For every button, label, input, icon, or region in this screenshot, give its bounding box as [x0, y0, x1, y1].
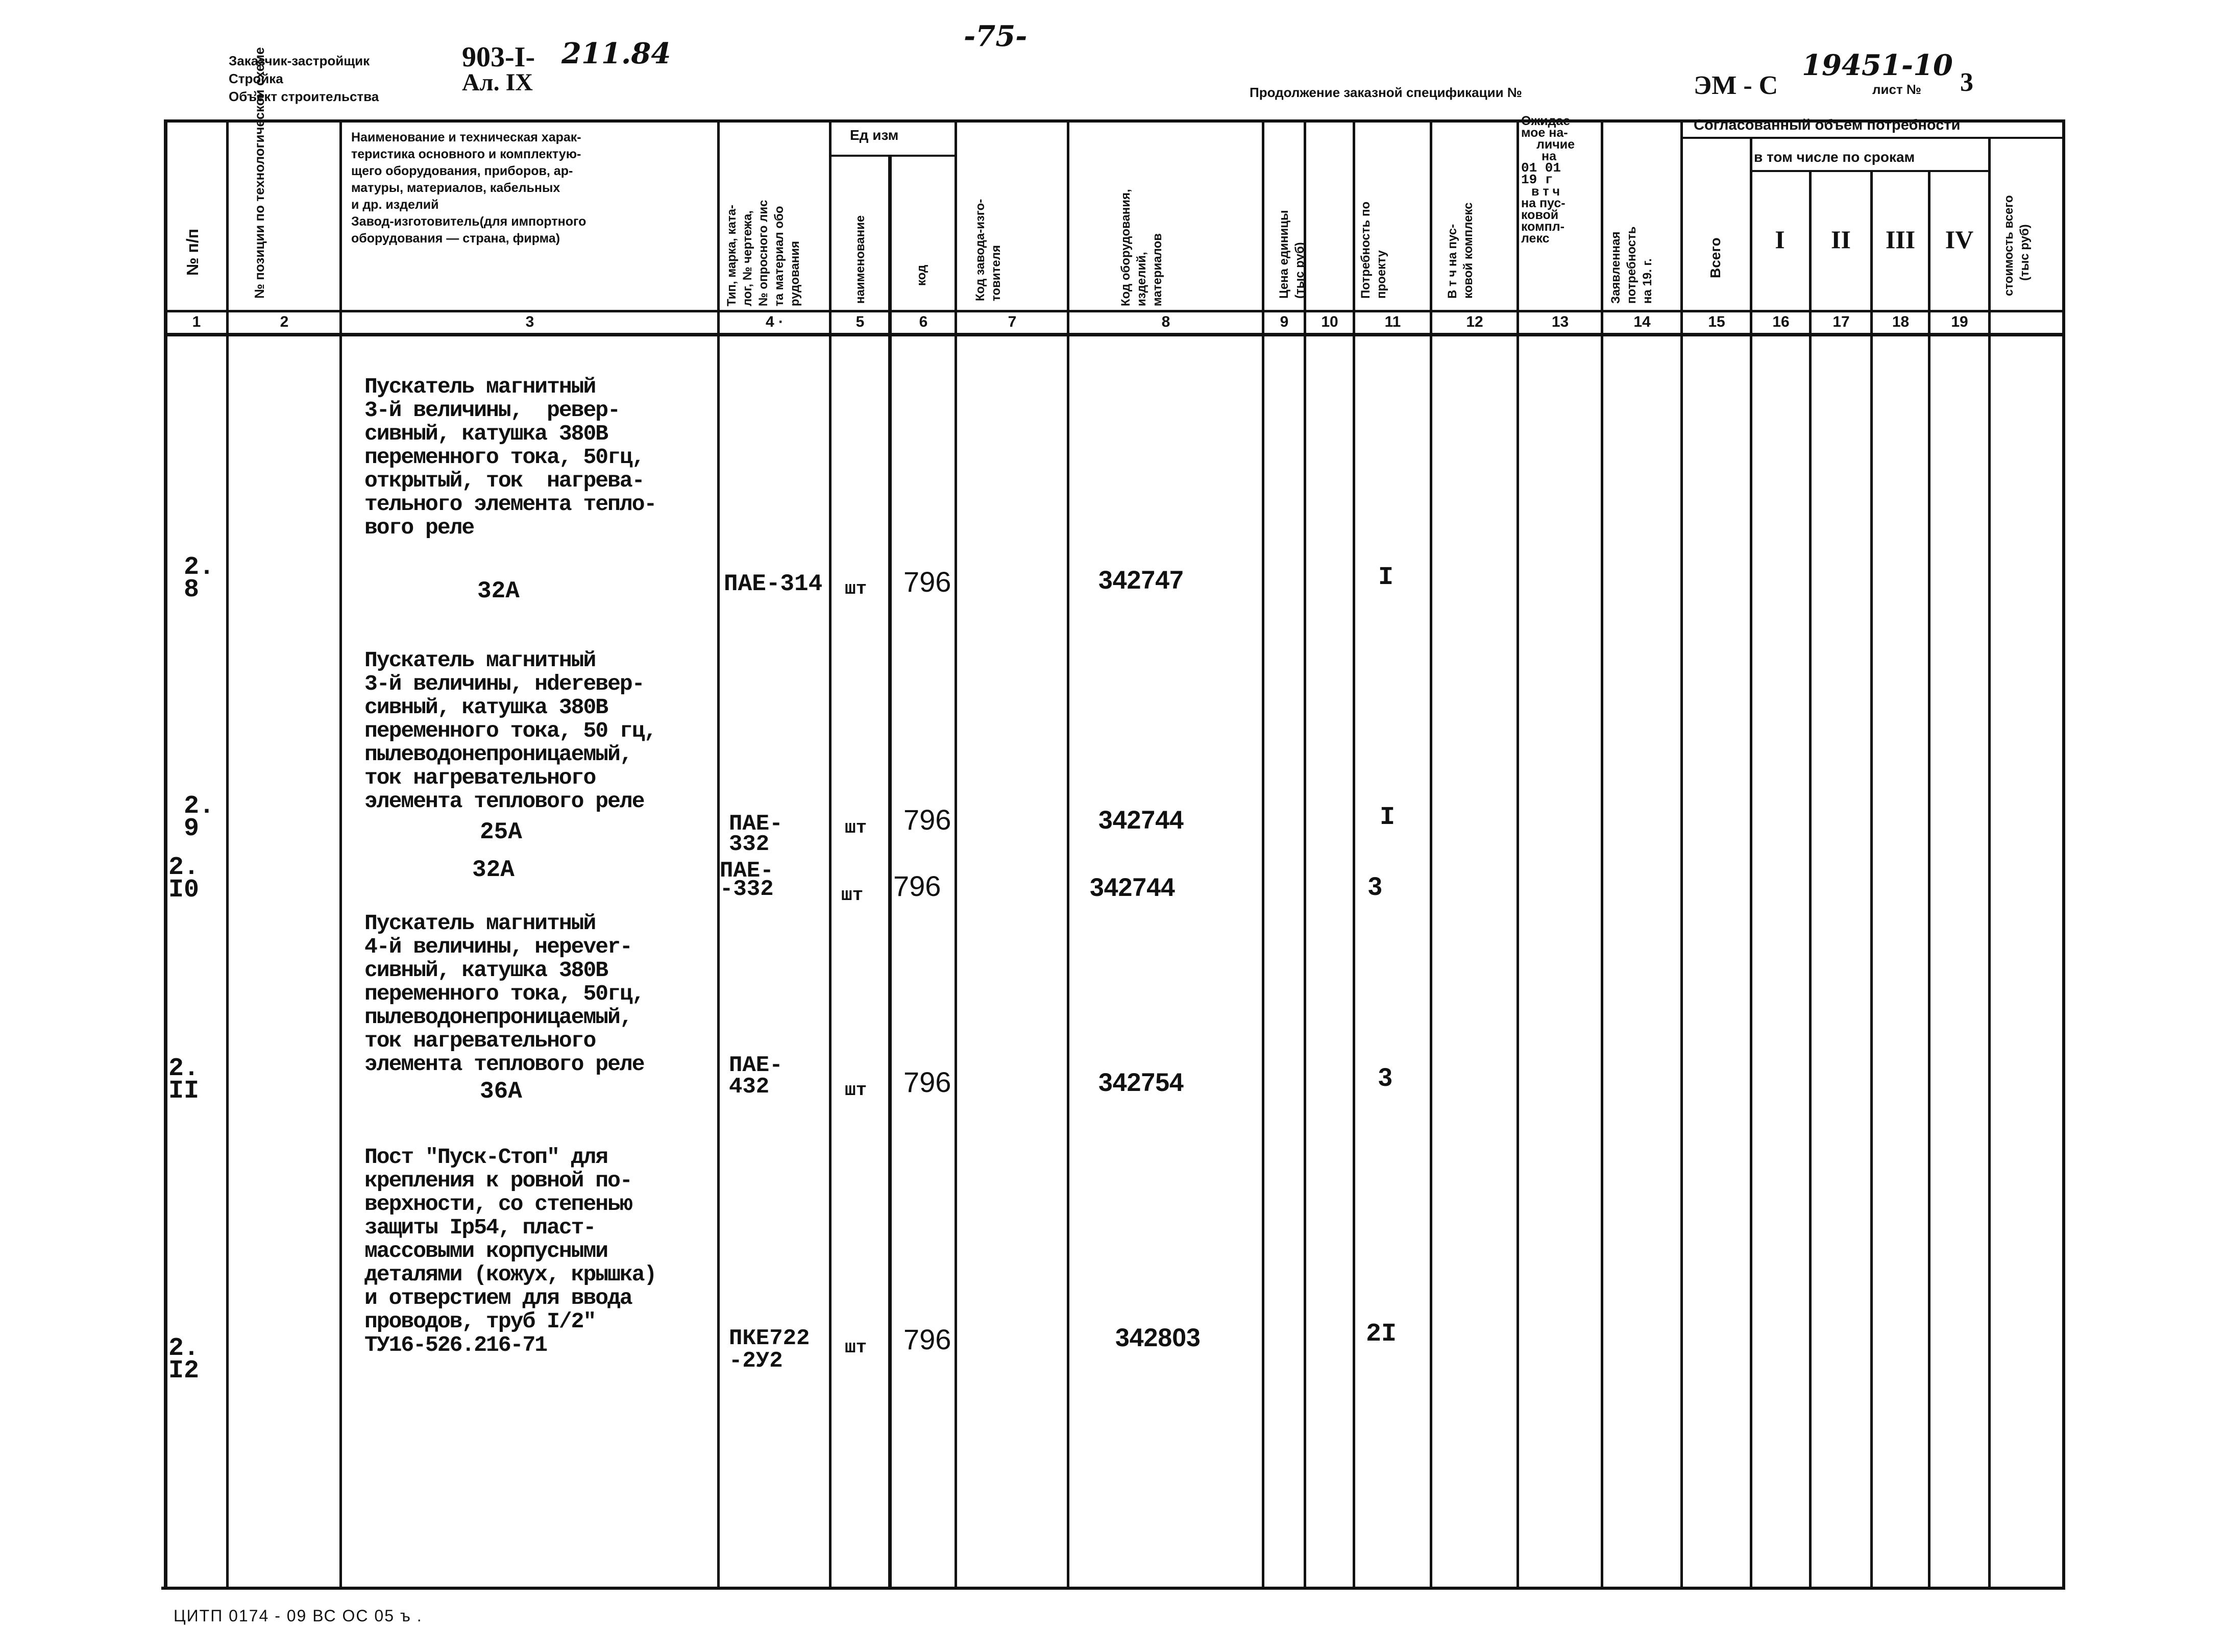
col-border-10 [1353, 119, 1355, 1589]
col-number: 9 [1280, 313, 1289, 330]
col-header-6: код [915, 264, 928, 286]
row-current: 32А [477, 578, 520, 604]
row-number: 2. 9 [184, 792, 215, 843]
footer-stamp: ЦИТП 0174 - 09 ВС ОС 05 ъ . [174, 1607, 423, 1625]
sheet-label: лист № [1872, 82, 1921, 97]
row-description: Пускатель магнитный 4-й величины, нерever- сивный, катушка 380В переменного тока, 50гц, пылеводонепроницаемый, ток нагревательного элемента теплового реле [364, 911, 644, 1077]
col-number: 8 [1161, 313, 1170, 330]
col-number: 16 [1772, 313, 1790, 330]
col-border-15 [1750, 137, 1752, 1589]
col-header-10: Потребность по проекту [1359, 201, 1388, 299]
col-border-13 [1601, 119, 1603, 1589]
row-equip-code: 342754 [1098, 1068, 1184, 1097]
col-border-6 [955, 119, 957, 1589]
row-unit: шт [841, 885, 864, 906]
column-numbers-bottom-line [166, 333, 2065, 336]
col-header-15: I [1775, 225, 1785, 254]
row-description: Пускатель магнитный 3-й величины, нderевер- сивный, катушка 380В переменного тока, 50 гц, пылеводонепроницаемый, ток нагревательного элемента теплового реле [364, 648, 656, 814]
row-current: 25А [480, 819, 522, 845]
col-border-7 [1067, 119, 1069, 1589]
row-demand: 3 [1378, 1063, 1392, 1091]
col-number: 14 [1633, 313, 1651, 330]
spec-code: ЭМ - С [1694, 71, 1778, 100]
spec-number-handwritten: 19451-10 [1802, 48, 1953, 82]
col-number: 7 [1008, 313, 1017, 330]
row-number: 2. I0 [168, 853, 200, 905]
col-header-13: Заявленная потребность на 19. г. [1609, 226, 1654, 304]
row-number: 2. I2 [168, 1334, 200, 1386]
row-unit: шт [845, 817, 867, 838]
col-header-16: II [1831, 225, 1851, 254]
col-header-11: В т ч на пус- ковой комплекс [1446, 202, 1475, 299]
row-current: 36А [480, 1078, 522, 1105]
col-header-1: № п/п [183, 228, 202, 276]
col-header-18: IV [1945, 225, 1974, 254]
agreed-group-underline [1682, 137, 2065, 139]
col-number [1991, 312, 2063, 332]
col-header-3 [351, 129, 724, 247]
col-header-3-line: и др. изделий [351, 198, 439, 212]
col-border-5 [888, 155, 892, 1589]
agreed-group-header: Согласованный объем потребности [1694, 117, 1961, 133]
col-number: 12 [1466, 313, 1483, 330]
row-description: Пост "Пуск-Стоп" для крепления к ровной по- верхности, со степенью защиты Iр54, пласт- массовыми корпусными деталями (кожух, крышка) и отверстием для ввода проводов, труб I/2" ТУ16-526.216-71 [364, 1145, 656, 1357]
col-border-0 [164, 119, 167, 1589]
row-demand: 2I [1366, 1320, 1397, 1349]
sheet-number: 3 [1960, 68, 1973, 97]
col-number: 6 [919, 313, 928, 330]
col-header-3-line: оборудования — страна, фирма) [351, 231, 560, 246]
row-description: Пускатель магнитный 3-й величины, ревер- сивный, катушка 380В переменного тока, 50гц, открытый, ток нагрева- тельного элемента тепло- вого реле [364, 374, 656, 540]
row-unit-code: 796 [903, 1323, 951, 1355]
col-border-9 [1304, 119, 1306, 1589]
col-header-19: стоимость всего (тыс руб) [2002, 195, 2032, 296]
col-border-17 [1870, 170, 1873, 1589]
row-number: 2. II [168, 1054, 200, 1106]
row-type: ПАЕ- 432 [729, 1053, 783, 1100]
continuation-label: Продолжение заказной спецификации № [1250, 85, 1522, 100]
col-number: 13 [1551, 313, 1569, 330]
col-number: 11 [1384, 313, 1401, 330]
col-header-5: наименование [853, 215, 867, 304]
project-code-handwritten: 211.84 [561, 37, 671, 70]
col-border-8 [1262, 119, 1264, 1589]
col-border-20 [2062, 119, 2065, 1589]
row-unit-code: 796 [903, 1066, 951, 1098]
col-header-7: Код завода-изго- товителя [973, 199, 1003, 301]
col-number: 17 [1832, 313, 1850, 330]
col-number: 15 [1708, 313, 1725, 330]
col-border-3 [717, 119, 720, 1589]
units-group-header: Ед изм [850, 127, 899, 143]
site-label: Стройка [229, 71, 283, 86]
row-type: ПАЕ- 332 [729, 811, 783, 857]
page-number: -75- [964, 19, 1028, 53]
row-unit: шт [845, 578, 867, 599]
customer-label: Заказчик-застройщик [229, 53, 370, 68]
col-header-3-line: Завод-изготовитель(для импортного [351, 214, 586, 229]
row-unit: шт [845, 1337, 867, 1358]
col-number: 3 [525, 313, 534, 330]
table-bottom-border [161, 1587, 2065, 1590]
row-equip-code: 342744 [1090, 873, 1175, 902]
object-label: Объект строительства [229, 89, 379, 104]
row-unit: шт [845, 1080, 867, 1101]
col-number: 18 [1892, 313, 1910, 330]
units-group-underline [831, 155, 956, 157]
col-border-1 [226, 119, 229, 1589]
row-unit-code: 796 [893, 870, 941, 902]
col-number: 5 [855, 313, 865, 330]
col-header-8: Код оборудования, изделий, материалов [1119, 189, 1164, 306]
col-border-4 [829, 119, 832, 1589]
col-border-14 [1680, 119, 1683, 1589]
col-number: 1 [192, 313, 201, 330]
row-equip-code: 342803 [1115, 1323, 1201, 1352]
col-header-14: Всего [1707, 237, 1723, 278]
col-number: 19 [1951, 313, 1968, 330]
row-type: ПКЕ722 -2У2 [729, 1326, 810, 1374]
col-border-16 [1809, 170, 1812, 1589]
col-header-3-line: теристика основного и комплектую- [351, 147, 581, 161]
row-unit-code: 796 [903, 804, 951, 836]
row-demand: I [1380, 803, 1396, 832]
col-header-2: № позиции по технологической схеме [252, 47, 267, 299]
row-equip-code: 342744 [1098, 806, 1184, 834]
row-equip-code: 342747 [1098, 566, 1184, 594]
album-number: Ал. IX [462, 69, 533, 96]
col-border-12 [1517, 119, 1519, 1589]
terms-group-header: в том числе по срокам [1754, 149, 1915, 165]
row-demand: I [1378, 563, 1394, 592]
row-demand: 3 [1368, 872, 1382, 901]
row-type: ПАЕ- -332 [720, 858, 774, 902]
col-border-18 [1928, 170, 1930, 1589]
col-header-9: Цена единицы (тыс руб) [1277, 210, 1307, 299]
col-header-17: III [1885, 225, 1916, 254]
row-number: 2. 8 [184, 553, 215, 604]
col-header-3-line: Наименование и техническая харак- [351, 130, 581, 144]
project-code: 903-I- [462, 41, 535, 73]
col-header-4: Тип, марка, ката- лог, № чертежа, № опросного лис та материал обо рудования [725, 200, 802, 306]
col-number: 4 · [765, 313, 784, 330]
row-current: 32А [472, 857, 515, 883]
col-border-2 [339, 119, 342, 1589]
col-border-19 [1988, 137, 1991, 1589]
col-header-3-line: матуры, материалов, кабельных [351, 181, 560, 195]
col-number: 2 [280, 313, 289, 330]
col-header-3-line: щего оборудования, приборов, ар- [351, 164, 573, 178]
row-type: ПАЕ-314 [724, 571, 823, 597]
col-header-12: Ожидае мое на- личие на 01 01 19 г в т ч на пус- ковой компл- лекс [1521, 114, 1575, 246]
col-border-11 [1430, 119, 1432, 1589]
row-unit-code: 796 [903, 566, 951, 598]
col-number: 10 [1321, 313, 1338, 330]
